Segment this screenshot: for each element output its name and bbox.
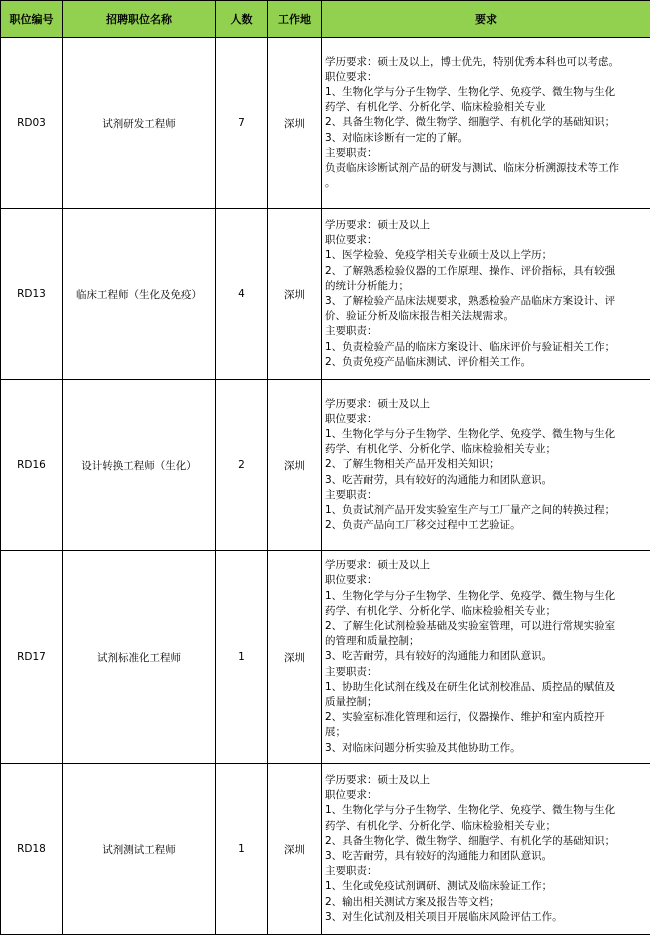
job-location: 深圳 bbox=[268, 551, 322, 764]
requirement-line: 学历要求：硕士及以上 bbox=[325, 218, 648, 233]
requirement-line: 药学、有机化学、分析化学、临床检验相关专业； bbox=[325, 819, 648, 834]
job-count: 2 bbox=[216, 380, 268, 551]
job-title: 试剂标准化工程师 bbox=[63, 551, 216, 764]
requirement-line: 1、生化或免疫试剂调研、测试及临床验证工作； bbox=[325, 879, 648, 894]
header-code: 职位编号 bbox=[1, 1, 63, 38]
job-requirements bbox=[322, 380, 650, 551]
requirement-line: 2、了解生物相关产品开发相关知识； bbox=[325, 457, 648, 472]
requirement-line: 2、负责产品向工厂移交过程中工艺验证。 bbox=[325, 518, 648, 533]
job-title: 临床工程师（生化及免疫） bbox=[63, 209, 216, 380]
requirement-line: 2、实验室标准化管理和运行，仪器操作、维护和室内质控开 bbox=[325, 710, 648, 725]
requirement-line: 3、对生化试剂及相关项目开展临床风险评估工作。 bbox=[325, 910, 648, 925]
requirement-line: 展； bbox=[325, 725, 648, 740]
table-row bbox=[1, 38, 650, 209]
requirement-line: 主要职责： bbox=[325, 864, 648, 879]
requirement-line: 主要职责： bbox=[325, 324, 648, 339]
requirement-line: 2、具备生物化学、微生物学、细胞学、有机化学的基础知识； bbox=[325, 834, 648, 849]
header-location: 工作地 bbox=[268, 1, 322, 38]
header-row bbox=[1, 1, 650, 38]
job-location: 深圳 bbox=[268, 764, 322, 935]
requirement-line: 1、生物化学与分子生物学、生物化学、免疫学、微生物与生化 bbox=[325, 803, 648, 818]
job-count: 4 bbox=[216, 209, 268, 380]
job-title: 设计转换工程师（生化） bbox=[63, 380, 216, 551]
requirement-line: 负责临床诊断试剂产品的研发与测试、临床分析溯源技术等工作 bbox=[325, 161, 648, 176]
requirement-line: 职位要求： bbox=[325, 573, 648, 588]
requirement-line: 价、验证分析及临床报告相关法规需求。 bbox=[325, 309, 648, 324]
requirement-line: 1、生物化学与分子生物学、生物化学、免疫学、微生物与生化 bbox=[325, 427, 648, 442]
requirement-line: 主要职责： bbox=[325, 146, 648, 161]
requirement-line: 药学、有机化学、分析化学、临床检验相关专业； bbox=[325, 604, 648, 619]
requirement-line: 2、了解生化试剂检验基础及实验室管理，可以进行常规实验室 bbox=[325, 619, 648, 634]
job-count: 1 bbox=[216, 764, 268, 935]
job-code: RD18 bbox=[1, 764, 63, 935]
requirement-line: 学历要求：硕士及以上，博士优先，特别优秀本科也可以考虑。 bbox=[325, 55, 648, 70]
header-count: 人数 bbox=[216, 1, 268, 38]
requirement-line: 主要职责： bbox=[325, 665, 648, 680]
job-location: 深圳 bbox=[268, 38, 322, 209]
requirement-line: 的管理和质量控制； bbox=[325, 634, 648, 649]
requirement-line: 3、对临床诊断有一定的了解。 bbox=[325, 131, 648, 146]
job-requirements bbox=[322, 551, 650, 764]
table-row bbox=[1, 209, 650, 380]
requirement-line: 主要职责： bbox=[325, 488, 648, 503]
requirement-line: 3、吃苦耐劳，具有较好的沟通能力和团队意识。 bbox=[325, 649, 648, 664]
requirement-line: 1、协助生化试剂在线及在研生化试剂校准品、质控品的赋值及 bbox=[325, 680, 648, 695]
requirement-line: 1、负责试剂产品开发实验室生产与工厂量产之间的转换过程； bbox=[325, 503, 648, 518]
job-requirements bbox=[322, 764, 650, 935]
requirement-line: 1、负责检验产品的临床方案设计、临床评价与验证相关工作； bbox=[325, 340, 648, 355]
requirement-line: 学历要求：硕士及以上 bbox=[325, 397, 648, 412]
requirement-line: 职位要求： bbox=[325, 70, 648, 85]
requirement-line: 学历要求：硕士及以上 bbox=[325, 773, 648, 788]
requirement-line: 2、了解熟悉检验仪器的工作原理、操作、评价指标，具有较强 bbox=[325, 264, 648, 279]
table-row bbox=[1, 380, 650, 551]
requirement-line: 职位要求： bbox=[325, 788, 648, 803]
job-code: RD17 bbox=[1, 551, 63, 764]
requirement-line: 3、对临床问题分析实验及其他协助工作。 bbox=[325, 741, 648, 756]
job-code: RD13 bbox=[1, 209, 63, 380]
requirement-line: 职位要求： bbox=[325, 233, 648, 248]
requirement-line: 质量控制； bbox=[325, 695, 648, 710]
job-count: 1 bbox=[216, 551, 268, 764]
requirement-line: 1、生物化学与分子生物学、生物化学、免疫学、微生物与生化 bbox=[325, 85, 648, 100]
requirement-line: 1、生物化学与分子生物学、生物化学、免疫学、微生物与生化 bbox=[325, 589, 648, 604]
requirement-line: 1、医学检验、免疫学相关专业硕士及以上学历； bbox=[325, 248, 648, 263]
requirement-line: 2、具备生物化学、微生物学、细胞学、有机化学的基础知识； bbox=[325, 115, 648, 130]
requirement-line: 药学、有机化学、分析化学、临床检验相关专业； bbox=[325, 442, 648, 457]
requirement-line: 学历要求：硕士及以上 bbox=[325, 558, 648, 573]
requirement-line: 2、负责免疫产品临床测试、评价相关工作。 bbox=[325, 355, 648, 370]
job-count: 7 bbox=[216, 38, 268, 209]
requirement-line: 3、了解检验产品床法规要求，熟悉检验产品临床方案设计、评 bbox=[325, 294, 648, 309]
job-requirements bbox=[322, 209, 650, 380]
requirement-line: 3、吃苦耐劳，具有较好的沟通能力和团队意识。 bbox=[325, 849, 648, 864]
job-code: RD16 bbox=[1, 380, 63, 551]
requirement-line: 。 bbox=[325, 176, 648, 191]
requirement-line: 职位要求： bbox=[325, 412, 648, 427]
job-location: 深圳 bbox=[268, 380, 322, 551]
job-requirements bbox=[322, 38, 650, 209]
header-title: 招聘职位名称 bbox=[63, 1, 216, 38]
requirement-line: 3、吃苦耐劳，具有较好的沟通能力和团队意识。 bbox=[325, 473, 648, 488]
job-title: 试剂测试工程师 bbox=[63, 764, 216, 935]
header-requirements: 要求 bbox=[322, 1, 650, 38]
requirement-line: 2、输出相关测试方案及报告等文档； bbox=[325, 895, 648, 910]
requirement-line: 药学、有机化学、分析化学、临床检验相关专业 bbox=[325, 100, 648, 115]
requirement-line: 的统计分析能力； bbox=[325, 279, 648, 294]
table-row bbox=[1, 551, 650, 764]
job-title: 试剂研发工程师 bbox=[63, 38, 216, 209]
job-code: RD03 bbox=[1, 38, 63, 209]
job-location: 深圳 bbox=[268, 209, 322, 380]
table-row bbox=[1, 764, 650, 935]
